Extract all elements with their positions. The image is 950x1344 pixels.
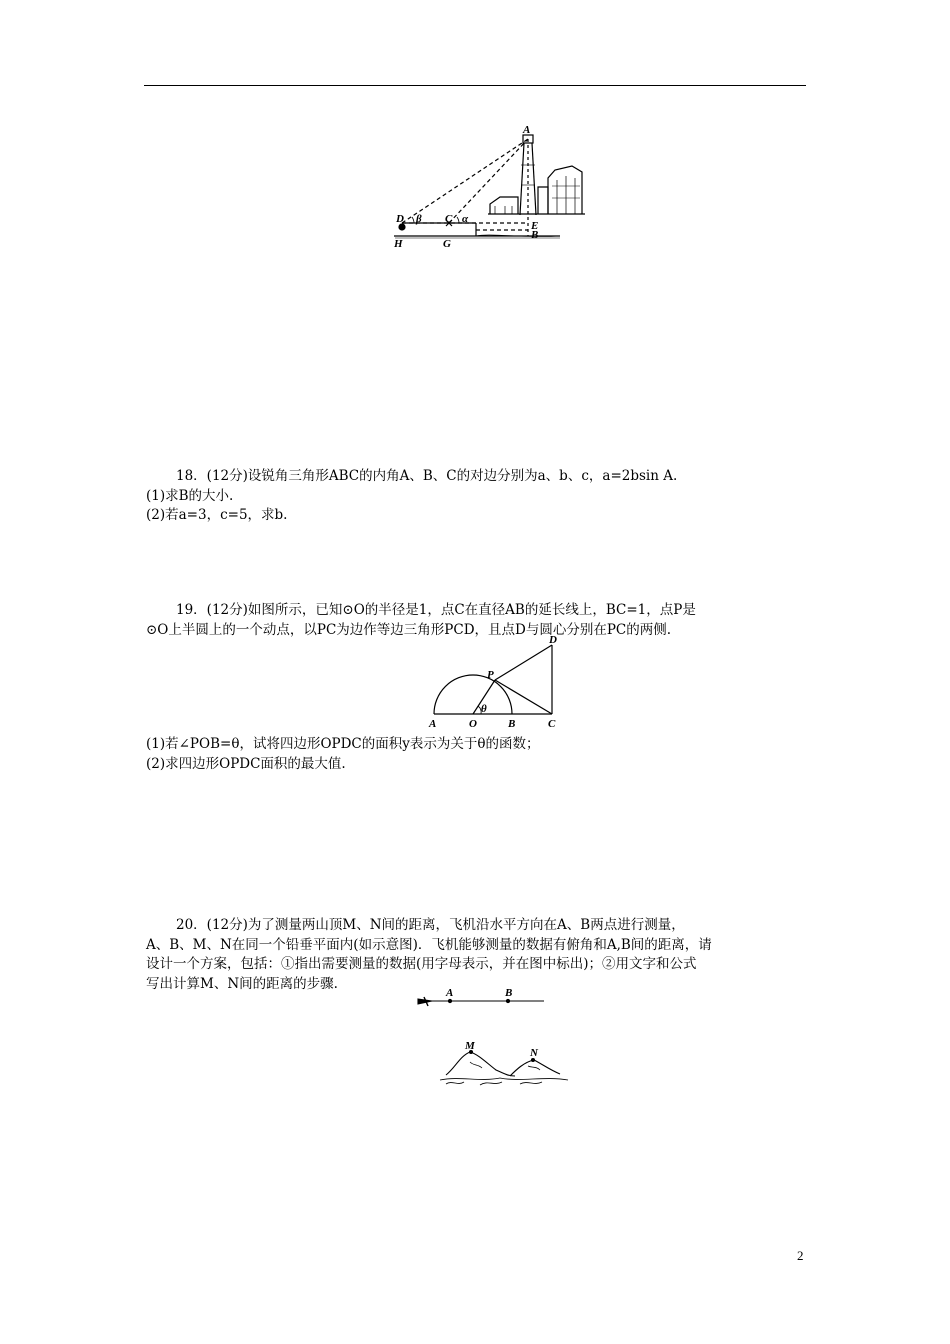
problem-18-part-2: (2)若a=3，c=5，求b. — [146, 507, 288, 523]
fig19-label-d: D — [549, 634, 557, 646]
fig20-label-m: M — [465, 1040, 475, 1052]
fig17-label-a: A — [523, 124, 531, 136]
fig17-label-d: D — [396, 213, 404, 225]
problem-20-line-4: 写出计算M、N间的距离的步骤. — [146, 975, 338, 992]
fig19-label-a: A — [429, 718, 437, 730]
fig20-label-b: B — [505, 987, 513, 999]
fig17-label-alpha: α — [462, 213, 469, 225]
fig19-label-o: O — [469, 718, 477, 730]
fig17-label-b: B — [531, 229, 539, 241]
fig17-label-beta: β — [416, 213, 422, 225]
fig19-label-theta: θ — [481, 703, 487, 715]
problem-19-line-1: 19．(12分)如图所示，已知⊙O的半径是1，点C在直径AB的延长线上，BC=1，点P是 — [176, 602, 696, 618]
problem-20-line-2: A、B、M、N在同一个铅垂平面内(如示意图)．飞机能够测量的数据有俯角和A,B间的距离，请 — [146, 936, 712, 953]
page-number: 2 — [797, 1248, 804, 1263]
fig20-label-a: A — [446, 987, 454, 999]
fig19-label-c: C — [548, 718, 556, 730]
problem-19-part-2: (2)求四边形OPDC面积的最大值. — [146, 755, 346, 772]
problem-20-line-3: 设计一个方案，包括：①指出需要测量的数据(用字母表示，并在图中标出)；②用文字和公式 — [146, 956, 697, 972]
problem-18-part-1: (1)求B的大小. — [146, 487, 234, 504]
fig19-label-p: P — [487, 669, 494, 681]
fig20-label-n: N — [530, 1047, 538, 1059]
fig17-label-c: C — [445, 213, 453, 225]
fig17-label-h: H — [394, 238, 403, 250]
fig19-label-b: B — [508, 718, 516, 730]
problem-18-stem: 18．(12分)设锐角三角形ABC的内角A、B、C的对边分别为a、b、c，a=2bsin A. — [176, 468, 678, 484]
problem-19-line-2: ⊙O上半圆上的一个动点，以PC为边作等边三角形PCD，且点D与圆心分别在PC的两侧. — [146, 621, 672, 638]
fig17-label-g: G — [443, 238, 451, 250]
mountain-m-icon — [446, 1052, 515, 1076]
problem-20-line-1: 20．(12分)为了测量两山顶M、N间的距离，飞机沿水平方向在A、B两点进行测量， — [176, 917, 685, 933]
mountain-n-icon — [510, 1060, 560, 1076]
fig17-label-e: E — [531, 220, 539, 232]
problem-19-part-1: (1)若∠POB=θ，试将四边形OPDC的面积y表示为关于θ的函数； — [146, 736, 540, 752]
